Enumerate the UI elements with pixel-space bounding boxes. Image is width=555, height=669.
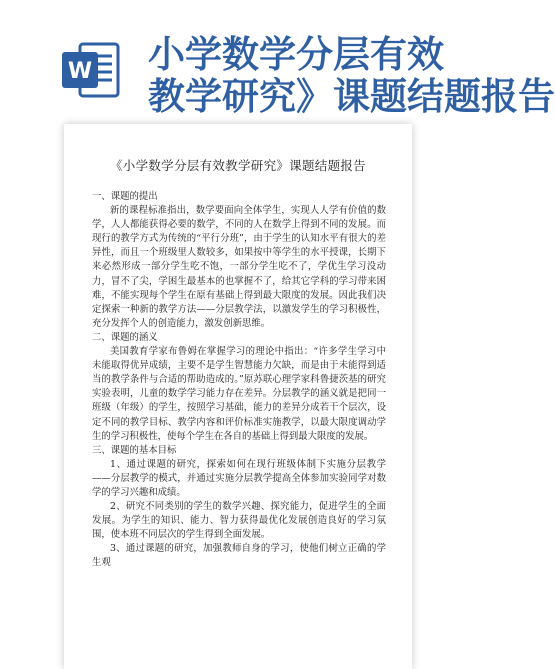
section-heading: 三、课题的基本目标: [92, 444, 177, 456]
banner-title-line2: 教学研究》课题结题报告: [148, 75, 555, 118]
paragraph: 1、通过课题的研究，探索如何在现行班级体制下实施分层教学——分层教学的模式，并通过实施分层教学提高全体参加实验同学对数学的学习兴趣和成绩。: [92, 458, 386, 498]
banner-title-line1: 小学数学分层有效: [148, 33, 444, 76]
paragraph: 3、通过课题的研究，加强教师自身的学习，使他们树立正确的学生观: [92, 543, 386, 569]
document-title: 《小学数学分层有效教学研究》课题结题报告: [109, 158, 366, 173]
word-icon-letter: W: [67, 59, 93, 84]
document-body: [92, 190, 386, 571]
word-document-icon: [58, 38, 122, 102]
paragraph: 2、研究不同类别的学生的数学兴趣、探究能力，促进学生的全面发展。为学生的知识、能力、智力获得最优化发展创造良好的学习氛围，使本班不同层次的学生得到全面发展。: [92, 501, 386, 541]
banner: [0, 0, 555, 120]
paragraph: 美国教育学家布鲁姆在掌握学习的理论中指出：“许多学生学习中未能取得优异成绩，主要不是学生智慧能力欠缺，而是由于未能得到适当的教学条件与合适的帮助造成的。”原苏联心理学家科鲁捷茨基的研究实验表明，儿童的数学学习能力存在差异。分层教学的涵义就是把同一班级（年级）的学生，按照学习基础，能力的差异分成若干个层次，设定不同的教学目标、教学内容和评价标准实施教学，以最大限度调动学生的学习积极性，使每个学生在各自的基础上得到最大限度的发展。: [92, 346, 386, 442]
section-heading: 一、课题的提出: [92, 191, 158, 202]
document-page: [64, 124, 412, 669]
paragraph: 新的课程标准指出，数学要面向全体学生，实现人人学有价值的数学，人人都能获得必要的数学，不同的人在数学上得到不同的发展。而现行的教学方式为传统的“平行分班”，由于学生的认知水平有很大的差异性，而且一个班级里人数较多，如果按中等学生的水平授课，长期下来必然形成一部分学生吃不饱，一部分学生吃不了，学优生学习没动力，冒不了尖，学困生最基本的也掌握不了，给其它学科的学习带来困难，不能实现每个学生在原有基础上得到最大限度的发展。因此我们决定探索一种新的教学方法——分层教学法，以激发学生的学习积极性，充分发挥个人的创造能力，激发创新思维。: [92, 205, 386, 329]
section-heading: 二、课题的涵义: [92, 331, 158, 343]
banner-title: [148, 34, 555, 118]
